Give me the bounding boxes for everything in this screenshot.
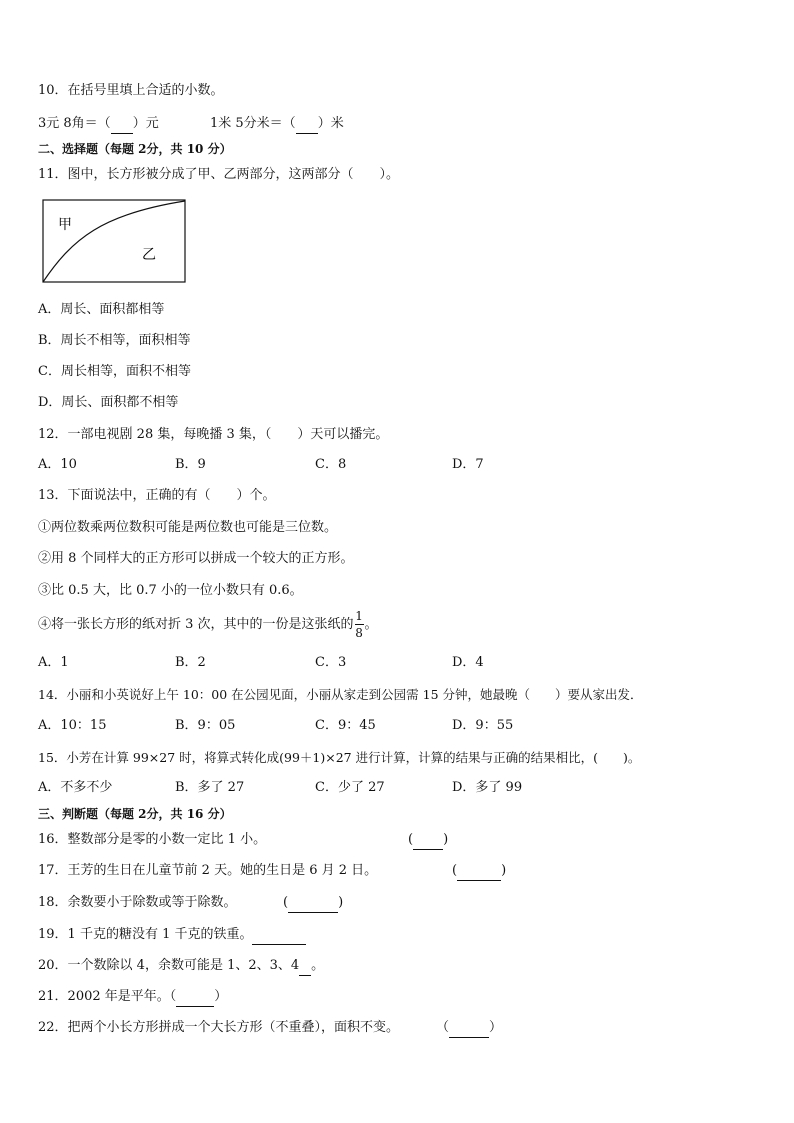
q18-blank[interactable] [288,894,338,913]
q13-statement-1: ①两位数乘两位数积可能是两位数也可能是三位数。 [38,520,338,535]
q12-stem: 12．一部电视剧 28 集，每晚播 3 集，（ ）天可以播完。 [38,427,389,442]
paren-left: ( [408,832,414,847]
q14-option-a[interactable]: A．10：15 [38,718,107,733]
q13-s4-text: ④将一张长方形的纸对折 3 次，其中的一份是这张纸的 [38,617,354,632]
q15-stem: 15．小芳在计算 99×27 时，将算式转化成(99＋1)×27 进行计算，计算的结果与正确的结果相比，( )。 [38,750,641,765]
section-2-heading: 二、选择题（每题 2分，共 10 分） [38,142,232,156]
q12-option-c[interactable]: C．8 [315,457,347,472]
q10-part2-pre: 1米 5分米＝（ [210,116,296,131]
paren-right: ) [501,863,507,878]
paren-left: ( [283,895,289,910]
q16-blank[interactable] [413,831,443,850]
q15-option-d[interactable]: D．多了 99 [452,780,523,795]
q16-answer[interactable] [408,831,448,850]
q20-end: 。 [311,958,325,973]
q14-option-d[interactable]: D．9：55 [452,718,514,733]
q22-stem: 22．把两个小长方形拼成一个大长方形（不重叠），面积不变。 [38,1020,400,1035]
q11-option-c[interactable]: C．周长相等，面积不相等 [38,364,191,379]
q17-answer[interactable] [452,862,506,881]
q10-part1-pre: 3元 8角＝（ [38,116,111,131]
q13-option-d[interactable]: D．4 [452,655,484,670]
q19-line [38,926,306,945]
q10-blank-2[interactable] [296,115,318,134]
paren-right: ) [443,832,449,847]
q13-option-a[interactable]: A．1 [38,655,69,670]
rectangle-outline [43,200,185,282]
q12-option-d[interactable]: D．7 [452,457,484,472]
q13-option-c[interactable]: C．3 [315,655,347,670]
q20-stem: 20．一个数除以 4，余数可能是 1、2、3、4 [38,958,300,973]
fraction-bar [355,624,364,625]
q20-blank[interactable] [299,957,311,976]
fraction-numerator: 1 [355,609,363,623]
q19-blank[interactable] [252,926,306,945]
q10-answer-line [38,115,159,134]
q11-option-d[interactable]: D．周长、面积都不相等 [38,395,179,410]
q21-line [38,988,227,1007]
label-jia: 甲 [58,217,72,233]
q15-option-b[interactable]: B．多了 27 [175,780,245,795]
label-yi: 乙 [142,247,156,263]
q14-option-b[interactable]: B．9：05 [175,718,236,733]
q10-answer-line-2 [210,115,344,134]
q21-end: ） [214,989,228,1004]
q20-line [38,957,324,976]
q13-statement-3: ③比 0.5 大，比 0.7 小的一位小数只有 0.6。 [38,583,303,598]
q10-blank-1[interactable] [111,115,133,134]
q11-stem: 11．图中，长方形被分成了甲、乙两部分，这两部分（ ）。 [38,167,400,182]
q13-statement-2: ②用 8 个同样大的正方形可以拼成一个较大的正方形。 [38,551,354,566]
q17-stem: 17．王芳的生日在儿童节前 2 天。她的生日是 6 月 2 日。 [38,863,378,878]
one-eighth-fraction [355,609,364,640]
q11-rectangle-figure [42,199,188,285]
q12-option-a[interactable]: A．10 [38,457,77,472]
paren-right: ) [338,895,344,910]
q14-stem: 14．小丽和小英说好上午 10：00 在公园见面，小丽从家走到公园需 15 分钟，她最晚（ ）要从家出发． [38,687,643,702]
q11-option-a[interactable]: A．周长、面积都相等 [38,302,165,317]
q17-blank[interactable] [457,862,501,881]
q16-stem: 16．整数部分是零的小数一定比 1 小。 [38,832,267,847]
q19-stem: 19．1 千克的糖没有 1 千克的铁重。 [38,927,253,942]
q15-option-a[interactable]: A．不多不少 [38,780,113,795]
q13-stem: 13．下面说法中，正确的有（ ）个。 [38,488,276,503]
q11-option-b[interactable]: B．周长不相等，面积相等 [38,333,191,348]
q10-part2-post: ）米 [317,116,344,131]
paren-left: （ [436,1020,450,1035]
q18-stem: 18．余数要小于除数或等于除数。 [38,895,237,910]
q21-blank[interactable] [176,988,214,1007]
q12-option-b[interactable]: B．9 [175,457,206,472]
fraction-denominator: 8 [355,626,363,640]
dividing-curve [43,201,185,282]
q13-option-b[interactable]: B．2 [175,655,206,670]
q18-answer[interactable] [283,894,343,913]
q13-statement-4 [38,608,378,642]
q22-answer[interactable] [436,1019,502,1038]
q10-stem: 10．在括号里填上合适的小数。 [38,83,224,98]
section-3-heading: 三、判断题（每题 2分，共 16 分） [38,807,232,821]
paren-left: ( [452,863,458,878]
q15-option-c[interactable]: C．少了 27 [315,780,385,795]
q22-blank[interactable] [449,1019,489,1038]
q10-part1-post: ）元 [132,116,159,131]
q13-s4-end: 。 [364,617,378,632]
q14-option-c[interactable]: C．9：45 [315,718,376,733]
q21-stem: 21．2002 年是平年。（ [38,989,177,1004]
paren-right: ） [489,1020,503,1035]
